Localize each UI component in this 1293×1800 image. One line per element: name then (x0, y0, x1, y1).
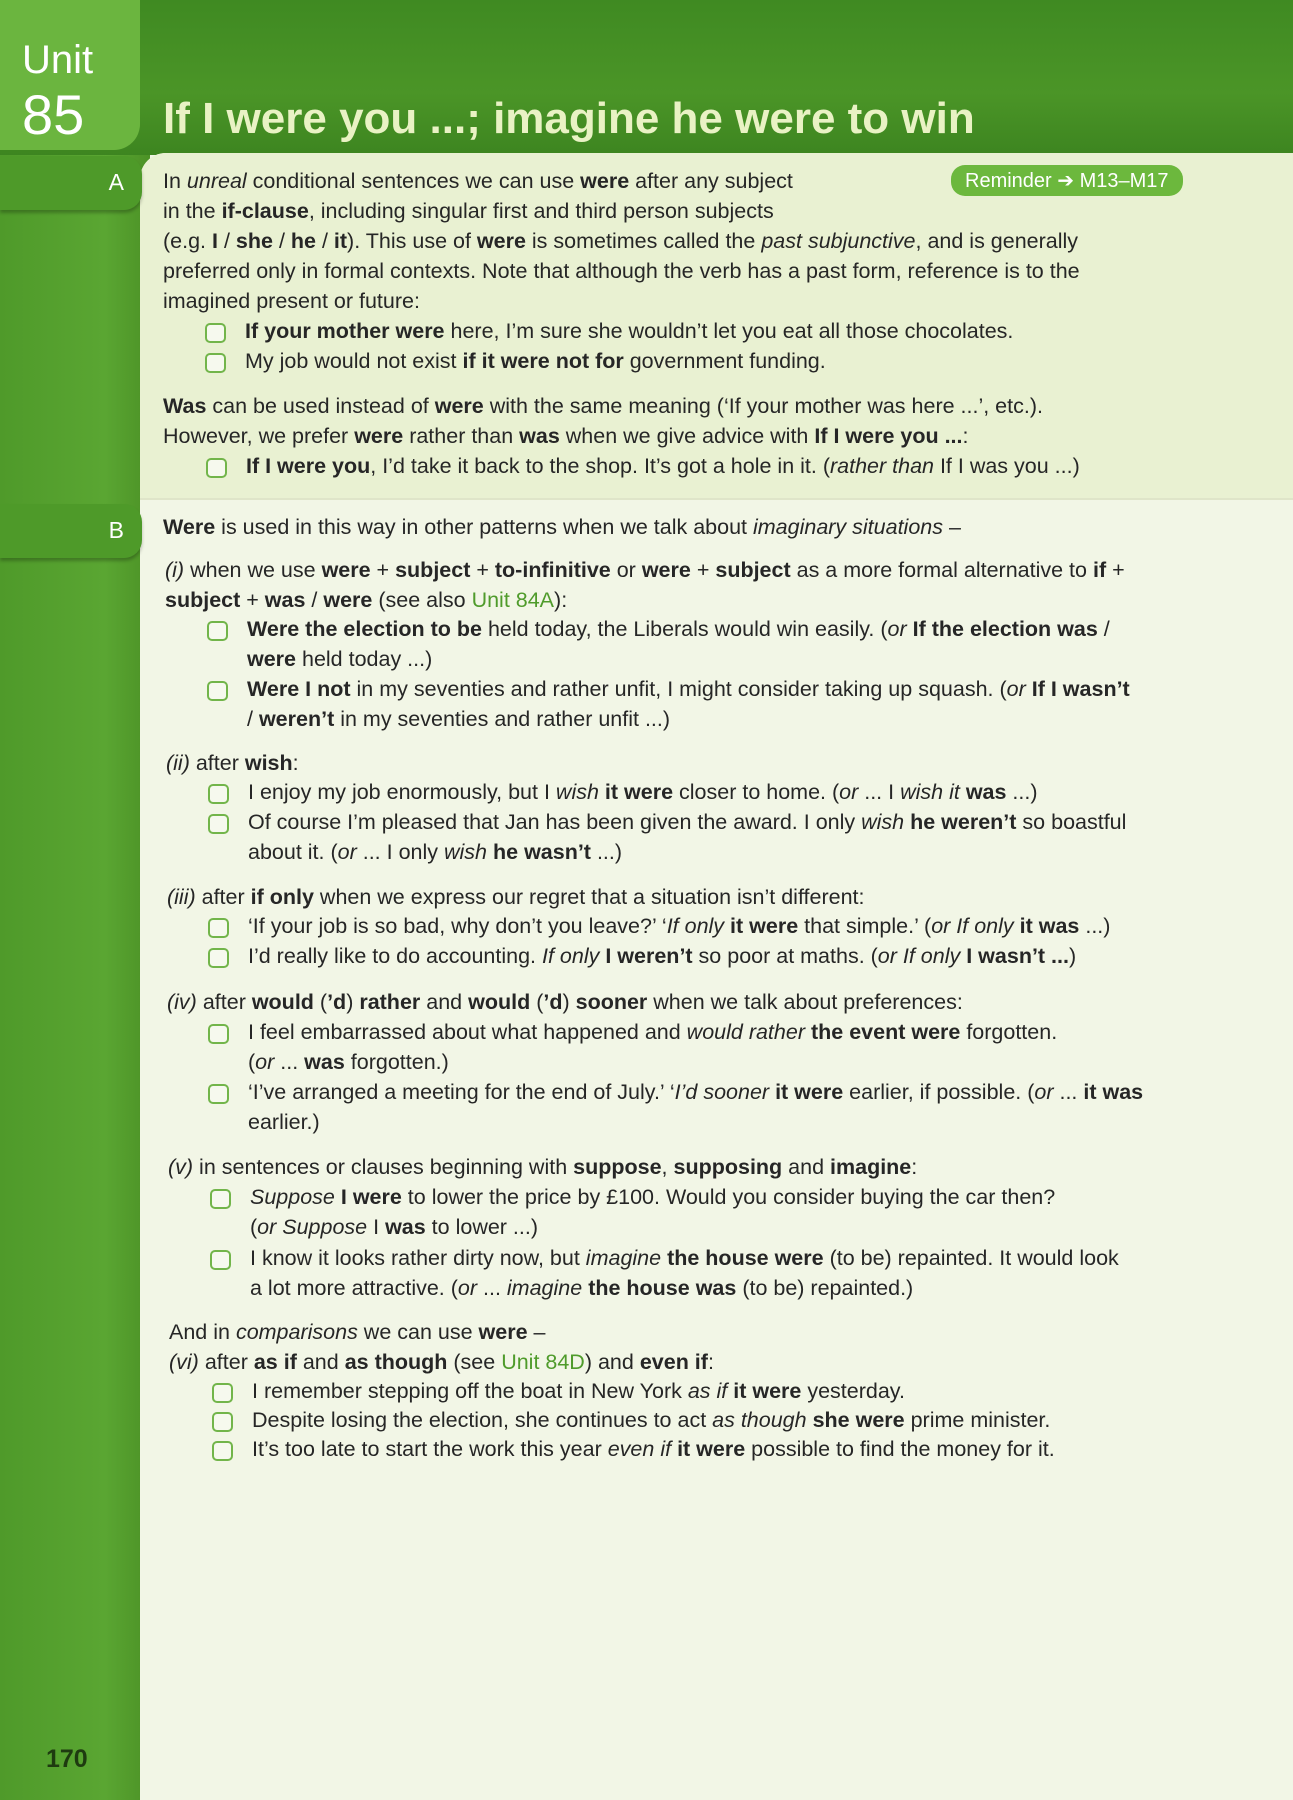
text-line: preferred only in formal contexts. Note that although the verb has a past form, reference is to the (163, 259, 1080, 283)
example-sentence: Despite losing the election, she continues to act as though she were prime minister. (252, 1408, 1051, 1432)
text-line: Was can be used instead of were with the same meaning (‘If your mother was here ...’, etc.). (163, 394, 1043, 418)
checkbox-icon[interactable] (208, 918, 229, 938)
page-title: If I were you ...; imagine he were to win (163, 94, 975, 143)
text-line: And in comparisons we can use were – (169, 1320, 546, 1344)
unit-label: Unit (22, 38, 94, 82)
text-line: (i) when we use were + subject + to-infinitive or were + subject as a more formal alternative to if + (165, 558, 1125, 582)
checkbox-icon[interactable] (208, 948, 229, 968)
example-sentence: I enjoy my job enormously, but I wish it were closer to home. (or ... I wish it was ...) (248, 780, 1038, 804)
text-line: subject + was / were (see also Unit 84A): (165, 588, 568, 612)
example-sentence: Suppose I were to lower the price by £100. Would you consider buying the car then? (250, 1185, 1056, 1209)
text-line: (e.g. I / she / he / it). This use of were is sometimes called the past subjunctive, and is generally (163, 229, 1079, 253)
text-line: In unreal conditional sentences we can use were after any subject (163, 169, 793, 193)
checkbox-icon[interactable] (212, 1383, 233, 1403)
text-line: a lot more attractive. (or ... imagine the house was (to be) repainted.) (250, 1276, 914, 1300)
example-sentence: It’s too late to start the work this year even if it were possible to find the money for it. (252, 1437, 1055, 1461)
example-sentence: If I were you, I’d take it back to the shop. It’s got a hole in it. (rather than If I was you ...) (246, 454, 1080, 478)
example-sentence: Were I not in my seventies and rather unfit, I might consider taking up squash. (or If I wasn’t (247, 677, 1130, 701)
section-a-label: A (108, 169, 124, 195)
text-line: However, we prefer were rather than was when we give advice with If I were you ...: (163, 424, 969, 448)
section-b-tab (0, 504, 142, 558)
text-line: about it. (or ... I only wish he wasn’t ...) (248, 840, 623, 864)
example-sentence: I know it looks rather dirty now, but imagine the house were (to be) repainted. It would look (250, 1246, 1119, 1270)
checkbox-icon[interactable] (208, 814, 229, 834)
checkbox-icon[interactable] (208, 784, 229, 804)
checkbox-icon[interactable] (205, 323, 226, 343)
example-sentence: Of course I’m pleased that Jan has been given the award. I only wish he weren’t so boastful (248, 810, 1127, 834)
checkbox-icon[interactable] (212, 1441, 233, 1461)
checkbox-icon[interactable] (208, 1084, 229, 1104)
page-number: 170 (46, 1745, 88, 1773)
text-line: (ii) after wish: (166, 751, 299, 775)
text-line: / weren’t in my seventies and rather unfit ...) (247, 707, 671, 731)
text-line: (or Suppose I was to lower ...) (250, 1215, 539, 1239)
example-sentence: ‘I’ve arranged a meeting for the end of July.’ ‘I’d sooner it were earlier, if possible. (or ... it was (248, 1080, 1144, 1104)
text-line: (or ... was forgotten.) (248, 1050, 449, 1074)
text-line: Were is used in this way in other patterns when we talk about imaginary situations – (163, 515, 961, 539)
example-sentence: I feel embarrassed about what happened and would rather the event were forgotten. (248, 1020, 1058, 1044)
text-line: (iii) after if only when we express our regret that a situation isn’t different: (167, 885, 865, 909)
checkbox-icon[interactable] (207, 681, 228, 701)
section-a-tab (0, 156, 142, 210)
example-sentence: I remember stepping off the boat in New York as if it were yesterday. (252, 1379, 905, 1403)
checkbox-icon[interactable] (207, 621, 228, 641)
checkbox-icon[interactable] (210, 1250, 231, 1270)
checkbox-icon[interactable] (208, 1024, 229, 1044)
unit-number: 85 (22, 83, 85, 146)
text-line: earlier.) (248, 1110, 320, 1134)
text-line: (v) in sentences or clauses beginning with suppose, supposing and imagine: (168, 1155, 918, 1179)
example-sentence: If your mother were here, I’m sure she wouldn’t let you eat all those chocolates. (245, 319, 1014, 343)
text-line: (vi) after as if and as though (see Unit 84D) and even if: (169, 1350, 714, 1374)
text-line: were held today ...) (247, 647, 433, 671)
text-line: imagined present or future: (163, 289, 420, 313)
example-sentence: Were the election to be held today, the Liberals would win easily. (or If the election was / (247, 617, 1110, 641)
checkbox-icon[interactable] (205, 353, 226, 373)
example-sentence: I’d really like to do accounting. If only I weren’t so poor at maths. (or If only I wasn’t ...) (248, 944, 1077, 968)
sidebar (0, 0, 150, 1800)
example-sentence: ‘If your job is so bad, why don’t you leave?’ ‘If only it were that simple.’ (or If only it was ...) (248, 914, 1111, 938)
checkbox-icon[interactable] (212, 1412, 233, 1432)
text-line: (iv) after would (’d) rather and would (’d) sooner when we talk about preferences: (167, 990, 963, 1014)
text-line: in the if-clause, including singular first and third person subjects (163, 199, 774, 223)
checkbox-icon[interactable] (210, 1189, 231, 1209)
checkbox-icon[interactable] (206, 458, 227, 478)
example-sentence: My job would not exist if it were not for government funding. (245, 349, 826, 373)
reminder-link[interactable]: Reminder ➔ M13–M17 (951, 165, 1183, 196)
unit-badge (0, 0, 140, 150)
section-b-label: B (108, 517, 124, 543)
